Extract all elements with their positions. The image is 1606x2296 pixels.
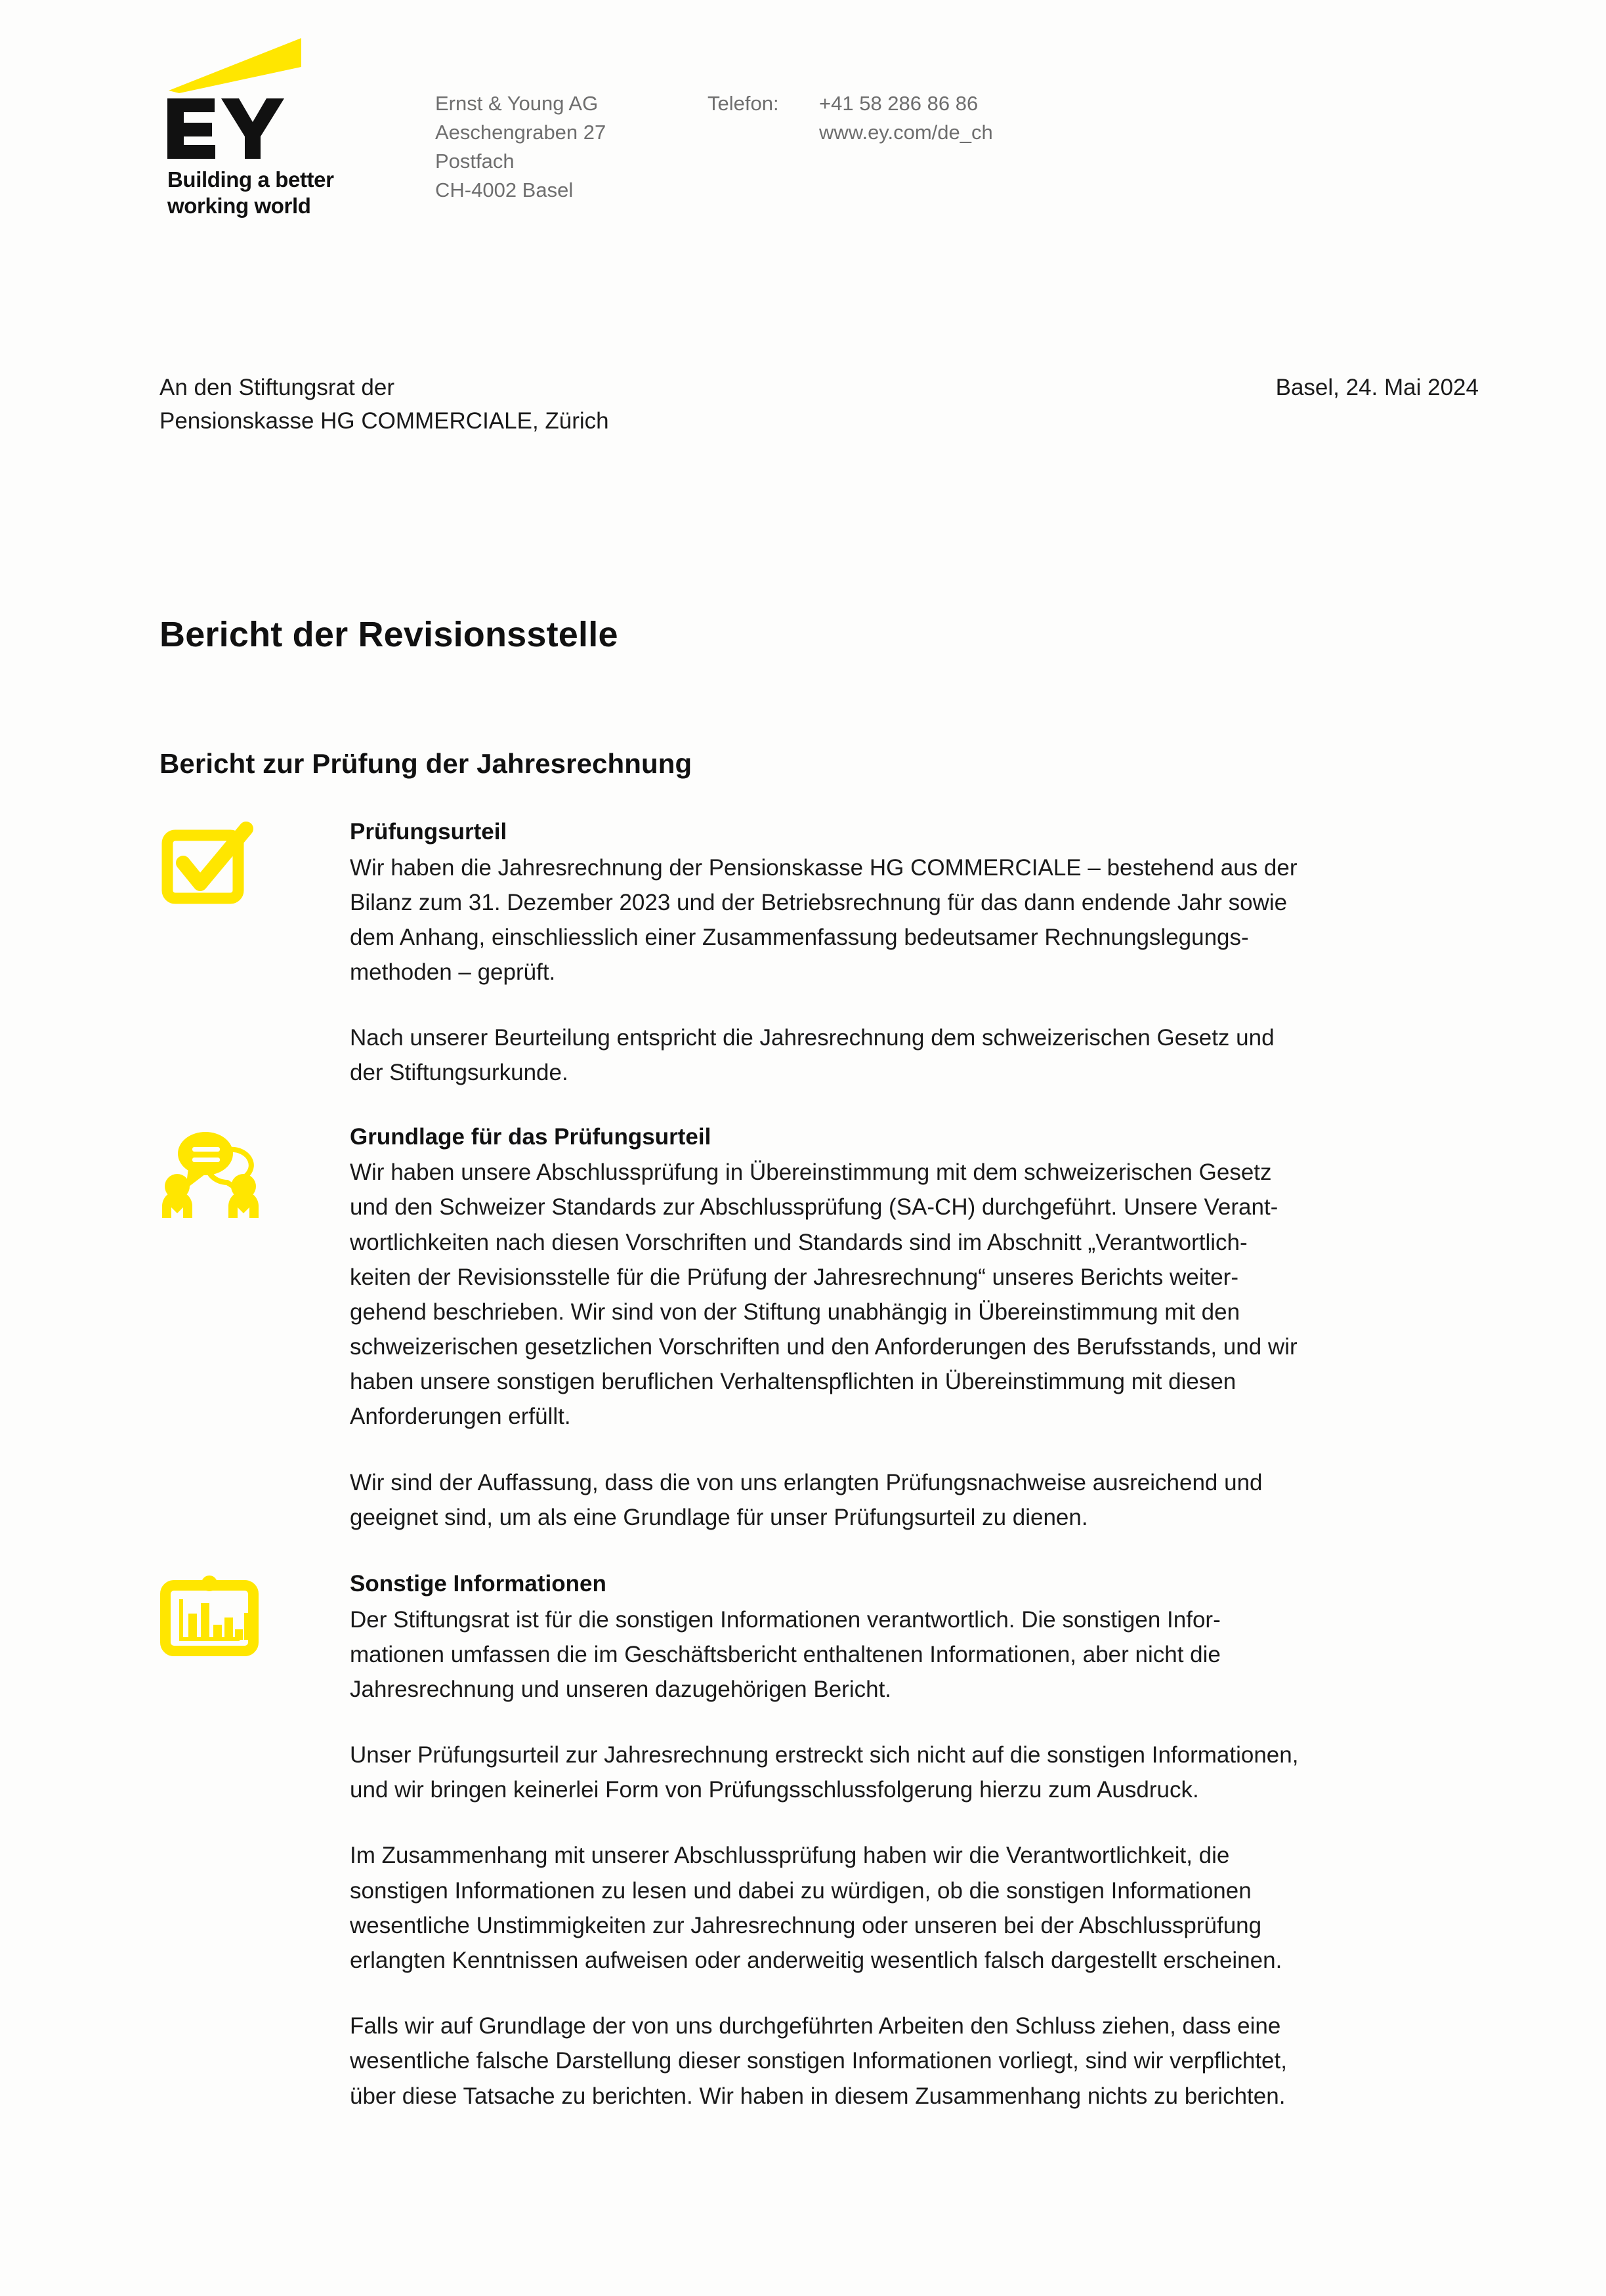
paragraph: Wir haben die Jahresrechnung der Pensionskasse HG COMMERCIALE – bestehend aus der Bilanz zum 31. Dezember 2023 und der Betriebsrechnung für das dann endende Jahr sowie dem Anhang, einschliesslich einer Zusammenfassung bedeutsamer Rechnungslegungs- methoden – geprüft. (350, 854, 1298, 986)
section-text-cell (350, 1569, 1479, 2114)
paragraph: Der Stiftungsrat ist für die sonstigen Informationen verantwortlich. Die sonstigen Infor- mationen umfassen die im Geschäftsbericht enthaltenen Informationen, aber nicht die Jahresrechnung und unseren dazugehörigen Bericht. (350, 1606, 1221, 1702)
office-address (435, 89, 708, 205)
checkbox-check-icon (159, 821, 258, 910)
page-title: Bericht der Revisionsstelle (159, 615, 618, 655)
paragraph: Nach unserer Beurteilung entspricht die Jahresrechnung dem schweizerischen Gesetz und der Stiftungsurkunde. (350, 1025, 1275, 1086)
section-pruefungsurteil (159, 817, 1479, 1091)
presentation-bar-chart-icon (159, 1573, 259, 1661)
telephone-value: +41 58 286 86 86 (819, 92, 979, 115)
section-icon-cell (159, 1569, 350, 1661)
subsection-heading: Prüfungsurteil (350, 819, 507, 845)
address-line-4: CH-4002 Basel (435, 178, 574, 202)
ey-tagline-line2: working world (167, 193, 311, 218)
addressee-line-2: Pensionskasse HG COMMERCIALE, Zürich (159, 408, 609, 434)
telephone-label: Telefon: (708, 92, 779, 115)
website-link[interactable]: www.ey.com/de_ch (819, 121, 993, 144)
document-date: Basel, 24. Mai 2024 (1275, 375, 1479, 400)
paragraph: Im Zusammenhang mit unserer Abschlussprüfung haben wir die Verantwortlichkeit, die sonstigen Informationen zu lesen und dabei zu würdigen, ob die sonstigen Informationen wesentliche Unstimmigkeiten zur Jahresrechnung oder unseren bei der Abschlussprüfung erlangten Kenntnissen aufweisen oder anderweitig wesentlich falsch dargestellt erscheinen. (350, 1843, 1282, 1973)
section-sonstige-informationen (159, 1569, 1479, 2114)
ey-wordmark-icon (166, 97, 291, 160)
report-body (159, 817, 1479, 2114)
ey-swoosh-icon (169, 38, 306, 93)
address-line-2: Aeschengraben 27 (435, 121, 606, 144)
paragraph: Wir haben unsere Abschlussprüfung in Übereinstimmung mit dem schweizerischen Gesetz und den Schweizer Standards zur Abschlussprüfung (SA-CH) durchgeführt. Unsere Verant- wortlichkeiten nach diesen Vorschriften und Standards sind im Abschnitt „Verantwortlich- keiten der Revisionsstelle für die Prüfung der Jahresrechnung“ unseres Berichts weiter- gehend beschrieben. Wir sind von der Stiftung unabhängig in Übereinstimmung mit den schweizerischen gesetzlichen Vorschriften und den Anforderungen des Berufsstands, und wir haben unsere sonstigen beruflichen Verhaltenspflichten in Übereinstimmung mit diesen Anforderungen erfüllt. (350, 1159, 1298, 1430)
paragraph: Falls wir auf Grundlage der von uns durchgeführten Arbeiten den Schluss ziehen, dass eine wesentliche falsche Darstellung dieser sonstigen Informationen vorliegt, sind wir verpflichtet, über diese Tatsache zu berichten. Wir haben in diesem Zusammenhang nichts zu berichten. (350, 2013, 1287, 2109)
paragraph: Wir sind der Auffassung, dass die von uns erlangten Prüfungsnachweise ausreichend und geeignet sind, um als eine Grundlage für unser Prüfungsurteil zu dienen. (350, 1469, 1263, 1530)
ey-tagline (167, 167, 435, 219)
office-contact-details (708, 89, 1479, 205)
subsection-heading: Sonstige Informationen (350, 1571, 606, 1597)
address-line-1: Ernst & Young AG (435, 92, 599, 115)
addressee-line-1: An den Stiftungsrat der (159, 375, 394, 400)
section-icon-cell (159, 817, 350, 910)
section-icon-cell (159, 1122, 350, 1218)
ey-logo (159, 38, 435, 219)
section-text-cell (350, 1122, 1479, 1535)
people-discussion-icon (159, 1126, 261, 1218)
section-grundlage (159, 1122, 1479, 1535)
section-title: Bericht zur Prüfung der Jahresrechnung (159, 747, 692, 779)
ey-tagline-line1: Building a better (167, 167, 334, 192)
subsection-heading: Grundlage für das Prüfungsurteil (350, 1123, 711, 1150)
address-line-3: Postfach (435, 150, 515, 173)
letterhead (159, 38, 1479, 219)
addressee-and-date (159, 371, 1479, 438)
paragraph: Unser Prüfungsurteil zur Jahresrechnung erstreckt sich nicht auf die sonstigen Informationen, und wir bringen keinerlei Form von Prüfungsschlussfolgerung hierzu zum Ausdruck. (350, 1742, 1299, 1803)
letterhead-contact (435, 38, 1479, 205)
addressee-block (159, 371, 609, 438)
section-text-cell (350, 817, 1479, 1091)
